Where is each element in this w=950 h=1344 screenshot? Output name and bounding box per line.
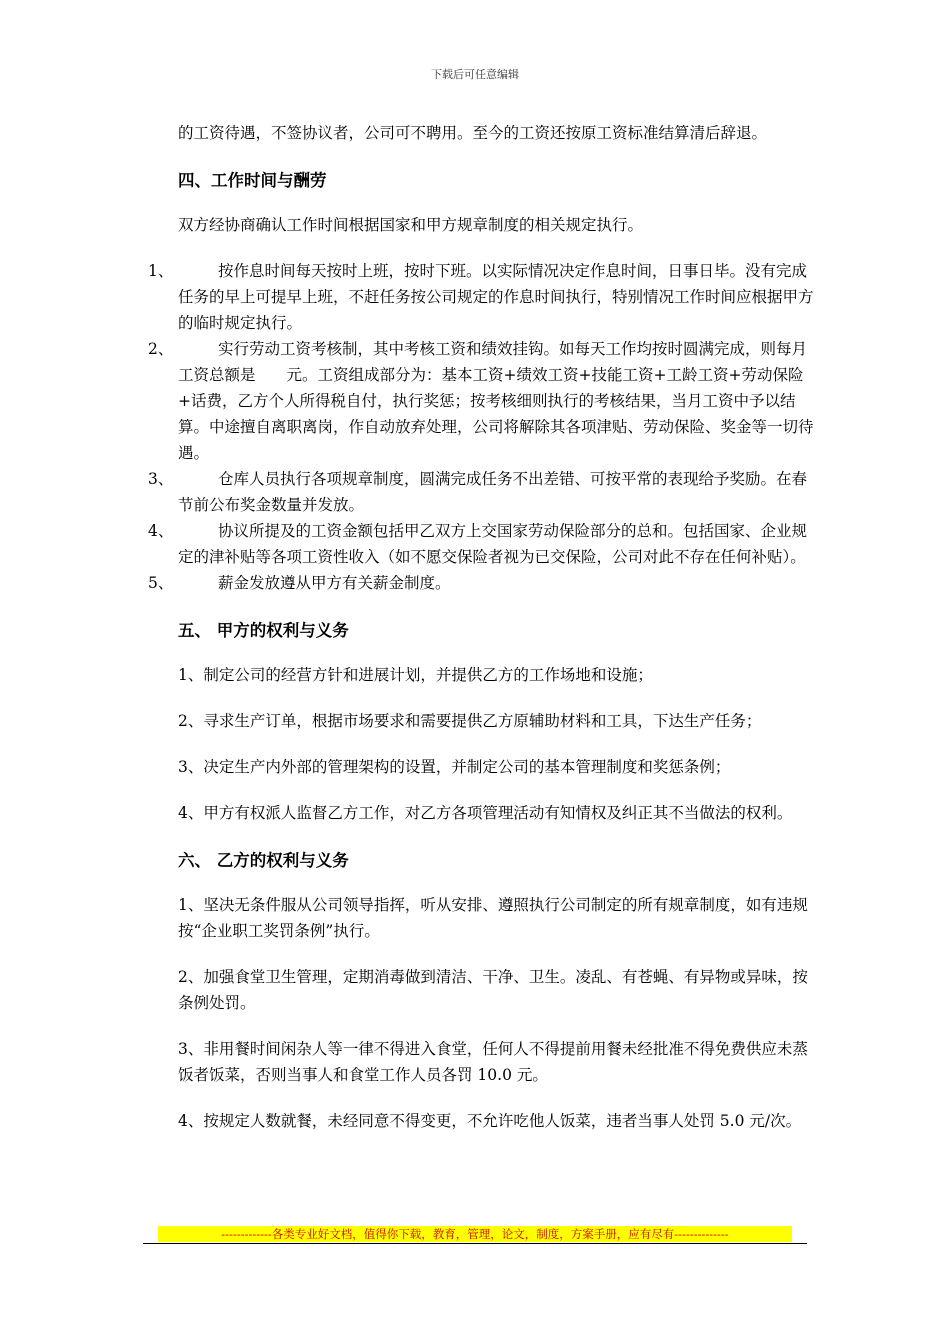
list-item: 2、加强食堂卫生管理，定期消毒做到清洁、干净、卫生。凌乱、有苍蝇、有异物或异味，按条例处罚。 [178,968,808,1012]
item-text: 协议所提及的工资金额包括甲乙双方上交国家劳动保险部分的总和。包括国家、企业规定的津补贴等各项工资性收入（如不愿交保险者视为已交保险，公司对此不存在任何补贴）。 [178,522,808,566]
footer-divider [143,1243,807,1244]
list-item: 3、决定生产内外部的管理架构的设置，并制定公司的基本管理制度和奖惩条例； [178,758,731,776]
page-header: 下载后可任意编辑 [431,68,519,81]
section-6-heading: 六、 乙方的权利与义务 [178,851,349,870]
item-number: 2、 [148,340,174,358]
item-number: 3、 [148,470,174,488]
list-item [148,336,814,466]
item-text: 薪金发放遵从甲方有关薪金制度。 [218,574,451,592]
list-item: 4、按规定人数就餐，未经同意不得变更，不允许吃他人饭菜，违者当事人处罚 5.0 元/次。 [178,1112,802,1130]
item-text: 实行劳动工资考核制，其中考核工资和绩效挂钩。如每天工作均按时圆满完成，则每月工资总额是 元。工资组成部分为：基本工资+绩效工资+技能工资+工龄工资+劳动保险+话费，乙方个人所得税自付，执行奖惩；按考核细则执行的考核结果，当月工资中予以结算。中途擅自离职离岗，作自动放弃处理，公司将解除其各项津贴、劳动保险、奖金等一切待遇。 [178,340,814,462]
list-item [148,466,814,518]
item-number: 1、 [148,262,174,280]
intro-paragraph: 的工资待遇，不签协议者，公司可不聘用。至今的工资还按原工资标准结算清后辞退。 [178,124,768,142]
list-item: 3、非用餐时间闲杂人等一律不得进入食堂，任何人不得提前用餐未经批准不得免费供应未蒸饭者饭菜，否则当事人和食堂工作人员各罚 10.0 元。 [178,1040,808,1084]
list-item [148,570,814,596]
list-item: 2、寻求生产订单，根据市场要求和需要提供乙方原辅助材料和工具，下达生产任务； [178,712,762,730]
item-text: 按作息时间每天按时上班，按时下班。以实际情况决定作息时间，日事日毕。没有完成任务的早上可提早上班，不赶任务按公司规定的作息时间执行，特别情况工作时间应根据甲方的临时规定执行。 [178,262,814,332]
item-number: 4、 [148,522,174,540]
list-item [148,518,814,570]
list-item: 1、坚决无条件服从公司领导指挥，听从安排、遵照执行公司制定的所有规章制度，如有违规按“企业职工奖罚条例”执行。 [178,896,808,940]
list-item: 4、甲方有权派人监督乙方工作，对乙方各项管理活动有知情权及纠正其不当做法的权利。 [178,804,793,822]
section-4-list [148,258,814,596]
section-4-lead: 双方经协商确认工作时间根据国家和甲方规章制度的相关规定执行。 [178,216,644,234]
list-item [148,258,814,336]
document-body [148,120,814,1154]
section-5-heading: 五、 甲方的权利与义务 [178,621,349,640]
footer-banner: -------------各类专业好文档，值得你下载，教育，管理，论文，制度，方案手册，应有尽有-------------- [158,1226,792,1242]
list-item: 1、制定公司的经营方针和进展计划，并提供乙方的工作场地和设施； [178,666,653,684]
item-text: 仓库人员执行各项规章制度，圆满完成任务不出差错、可按平常的表现给予奖励。在春节前公布奖金数量并发放。 [178,470,808,514]
section-4-heading: 四、工作时间与酬劳 [178,171,327,190]
item-number: 5、 [148,574,174,592]
